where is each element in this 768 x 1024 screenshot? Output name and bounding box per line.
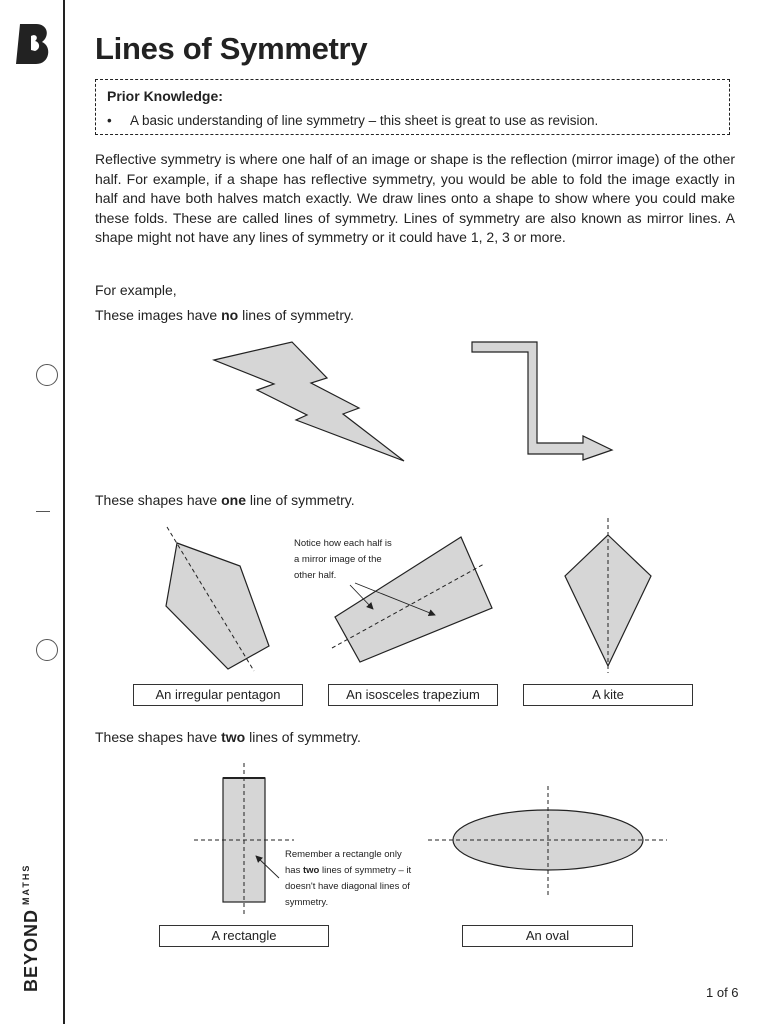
brand-sub: MATHS — [21, 863, 31, 905]
section-one-heading: These shapes have one line of symmetry. — [95, 492, 355, 508]
section-two-heading: These shapes have two lines of symmetry. — [95, 729, 361, 745]
intro-paragraph: Reflective symmetry is where one half of an image or shape is the reflection (mirror image) of the other half. For example, if a shape has reflective symmetry, you would be able to fold the image exactly in half and have both halves match exactly. We draw lines onto a shape to show where you could make these folds. These are called lines of symmetry. Lines of symmetry are also known as mirror lines. A shape might not have any lines of symmetry or it could have 1, 2, 3 or more. — [95, 151, 735, 245]
section-none-heading: These images have no lines of symmetry. — [95, 307, 354, 323]
irregular-pentagon-shape — [166, 543, 269, 669]
mirror-note: Notice how each half is a mirror image of the other half. — [294, 538, 392, 581]
page-title: Lines of Symmetry — [95, 31, 368, 66]
prior-knowledge-item: A basic understanding of line symmetry – this sheet is great to use as revision. — [130, 113, 599, 128]
bullet: • — [107, 113, 112, 128]
prior-knowledge-heading: Prior Knowledge: — [107, 88, 223, 104]
bent-arrow-shape — [472, 342, 612, 460]
lightning-bolt-shape — [214, 342, 404, 461]
caption-trapezium: An isosceles trapezium — [328, 684, 498, 706]
caption-kite: A kite — [523, 684, 693, 706]
caption-rectangle: A rectangle — [159, 925, 329, 947]
for-example-text: For example, — [95, 282, 177, 298]
brand-name: BEYOND — [21, 908, 41, 992]
rectangle-note: Remember a rectangle only has two lines of symmetry – it doesn't have diagonal lines of symmetry. — [285, 849, 412, 908]
page-number: 1 of 6 — [706, 985, 739, 1000]
caption-oval: An oval — [462, 925, 633, 947]
caption-pentagon: An irregular pentagon — [133, 684, 303, 706]
